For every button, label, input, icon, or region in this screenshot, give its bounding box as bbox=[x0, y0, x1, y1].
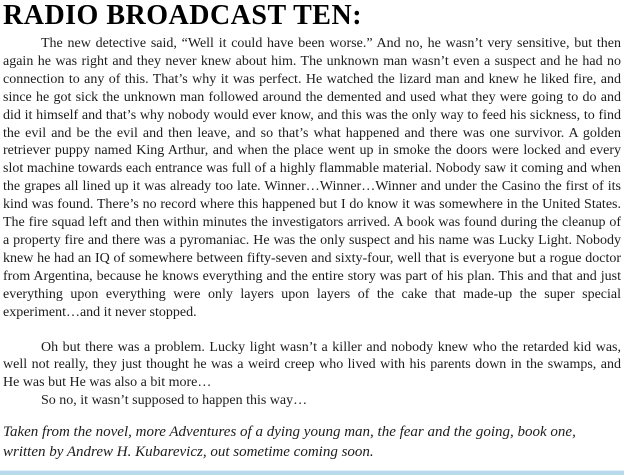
paragraph: So no, it wasn’t supposed to happen this way… bbox=[41, 393, 308, 409]
paragraph: Oh but there was a problem. Lucky light wasn’t a killer and nobody knew who the retarded kid was, well not really, they just thought he was a weird creep who lived with his parents down in the swamps, and He was but He was also a bit more… bbox=[3, 339, 621, 391]
page-title: RADIO BROADCAST TEN: bbox=[3, 0, 363, 31]
paragraph: The new detective said, “Well it could have been worse.” And no, he wasn’t very sensitive, but then again he was right and they never knew about him. The unknown man wasn’t even a suspect and he had no connection to any of this. That’s why it was perfect. He watched the lizard man and knew he liked fire, and since he got sick the unknown man followed around the demented and used what they were going to do and did it himself and that’s why nobody would ever know, and this was the only way to feed his sickness, to find the evil and be the evil and then leave, and so that’s what happened and there was one survivor. A golden retriever puppy named King Arthur, and when the place went up in smoke the doors were locked and every slot machine towards each entrance was full of a highly flammable material. Nobody saw it coming and when the grapes all lined up it was already too late. Winner…Winner…Winner and under the Casino the first of its kind was found. There’s no record where this happened but I do know it was somewhere in the United States. The fire squad left and then within minutes the investigators arrived. A book was found during the cleanup of a property fire and there was a pyromaniac. He was the only suspect and his name was Lucky Light. Nobody knew he had an IQ of somewhere between fifty-seven and sixty-four, well that is everyone but a rogue doctor from Argentina, because he knows everything and the entire story was part of his plan. This and that and just everything upon everything were only layers upon layers of the cake that made-up the super special experiment…and it never stopped. bbox=[3, 36, 621, 320]
window-bottom-edge bbox=[0, 470, 624, 475]
footer-attribution: Taken from the novel, more Adventures of a dying young man, the fear and the going, book one, written by Andrew H. Kubarevicz, out sometime coming soon. bbox=[3, 424, 576, 460]
